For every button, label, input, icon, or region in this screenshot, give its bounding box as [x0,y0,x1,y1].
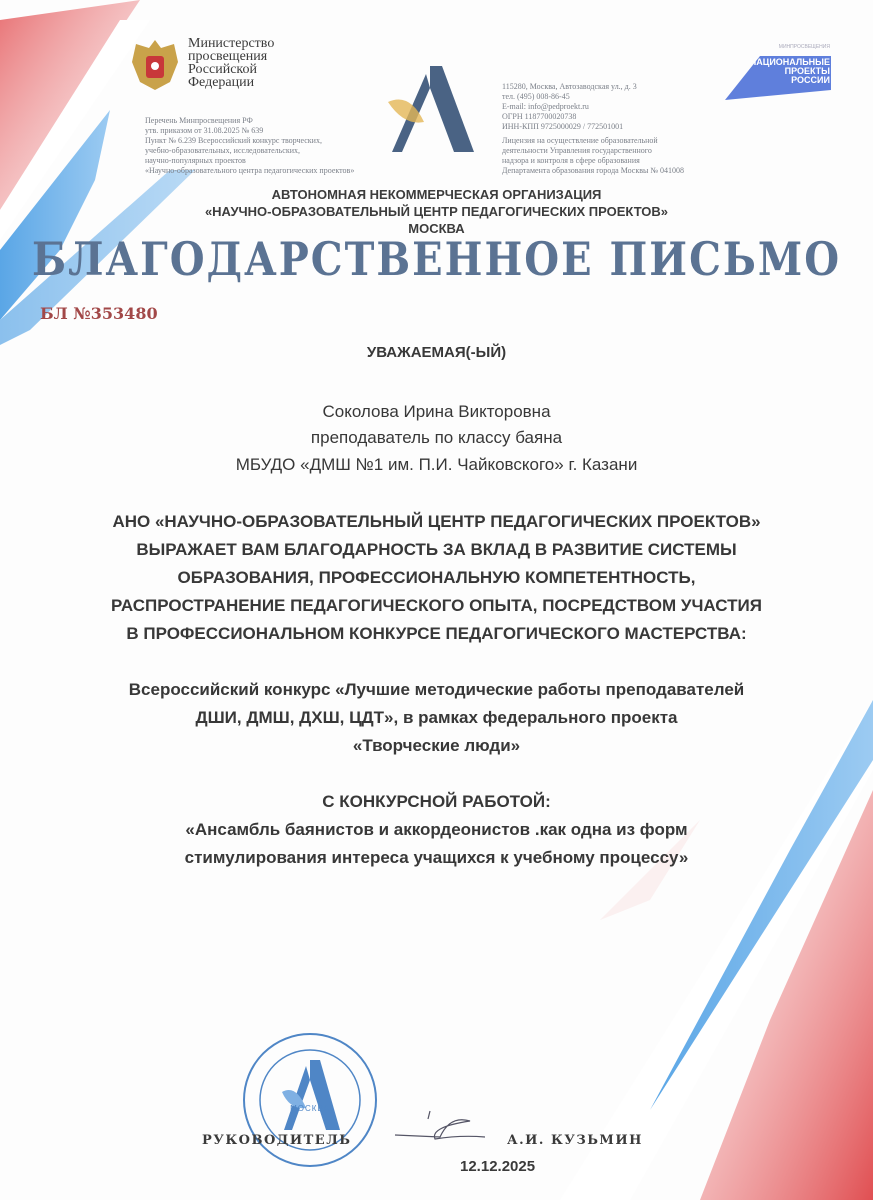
work-heading: С КОНКУРСНОЙ РАБОТОЙ: [322,792,551,811]
recipient-position: преподаватель по классу баяна [310,428,563,447]
ministry-note [145,116,354,176]
gratitude-line: ВЫРАЖАЕТ ВАМ БЛАГОДАРНОСТЬ ЗА ВКЛАД В РАЗВИТИЕ СИСТЕМЫ [136,540,737,559]
note-line: научно-популярных проектов [145,156,246,165]
document-number: БЛ №353480 [40,304,158,323]
license-line: Департамента образования города Москвы № 041008 [502,166,685,175]
signature-date: 12.12.2025 [460,1158,536,1175]
signer-role: РУКОВОДИТЕЛЬ [202,1133,352,1148]
recipient-organization: МБУДО «ДМШ №1 им. П.И. Чайковского» г. Казани [235,455,638,474]
org-logo-icon [380,62,480,157]
note-line: Пункт № 6.239 Всероссийский конкурс творческих, [145,136,322,145]
recipient-name: Соколова Ирина Викторовна [322,402,551,421]
license-line: Лицензия на осуществление образовательной [502,136,658,145]
org-type: АВТОНОМНАЯ НЕКОММЕРЧЕСКАЯ ОРГАНИЗАЦИЯ [271,187,602,202]
gratitude-line: РАСПРОСТРАНЕНИЕ ПЕДАГОГИЧЕСКОГО ОПЫТА, ПОСРЕДСТВОМ УЧАСТИЯ [111,596,762,615]
salutation: УВАЖАЕМАЯ(-ЫЙ) [366,344,507,361]
contact-line: E-mail: info@pedproekt.ru [502,102,589,111]
contact-line: 115280, Москва, Автозаводская ул., д. 3 [502,82,637,91]
gratitude-line: АНО «НАУЧНО-ОБРАЗОВАТЕЛЬНЫЙ ЦЕНТР ПЕДАГОГИЧЕСКИХ ПРОЕКТОВ» [112,512,761,531]
ministry-line: просвещения [188,49,268,64]
organization-stamp [240,1030,380,1170]
license-line: надзора и контроля в сфере образования [502,156,640,165]
work-title-line: стимулирования интереса учащихся к учебному процессу» [184,848,689,867]
contact-line: ИНН-КПП 9725000029 / 772501001 [502,122,624,131]
gratitude-line: В ПРОФЕССИОНАЛЬНОМ КОНКУРСЕ ПЕДАГОГИЧЕСКОГО МАСТЕРСТВА: [126,624,747,643]
nat-line: ПРОЕКТЫ [784,66,830,76]
national-projects-logo [725,38,840,108]
contest-line: ДШИ, ДМШ, ДХШ, ЦДТ», в рамках федерального проекта [195,708,678,727]
gratitude-line: ОБРАЗОВАНИЯ, ПРОФЕССИОНАЛЬНУЮ КОМПЕТЕНТНОСТЬ, [177,568,696,587]
contact-line: ОГРН 1187700020738 [502,112,577,121]
note-line: утв. приказом от 31.08.2025 № 639 [145,126,264,135]
org-contacts [502,82,684,176]
nat-top: МИНПРОСВЕЩЕНИЯ [778,44,830,50]
org-name: «НАУЧНО-ОБРАЗОВАТЕЛЬНЫЙ ЦЕНТР ПЕДАГОГИЧЕСКИХ ПРОЕКТОВ» [204,204,669,219]
note-line: Перечень Минпросвещения РФ [145,116,253,125]
ministry-name [188,37,274,89]
note-line: «Научно-образовательного центра педагогических проектов» [145,166,355,175]
signer-name: А.И. КУЗЬМИН [507,1133,643,1148]
contact-line: тел. (495) 008-86-45 [502,92,570,101]
work-title-line: «Ансамбль баянистов и аккордеонистов .как одна из форм [185,820,688,839]
ministry-line: Федерации [188,75,255,90]
license-line: деятельности Управления государственного [502,146,652,155]
handwritten-signature [390,1105,500,1145]
contest-line: «Творческие люди» [352,736,521,755]
nat-line: РОССИИ [791,75,830,85]
ministry-line: Российской [188,62,257,77]
contest-line: Всероссийский конкурс «Лучшие методические работы преподавателей [128,680,745,699]
org-city: МОСКВА [408,221,465,236]
russian-emblem-icon [128,36,182,94]
stamp-city: МОСКВА [290,1104,330,1113]
page-title: БЛАГОДАРСТВЕННОЕ ПИСЬМО [31,232,842,287]
ministry-line: Министерство [188,36,275,51]
nat-line: НАЦИОНАЛЬНЫЕ [749,57,830,67]
note-line: учебно-образовательных, исследовательских, [145,146,300,155]
